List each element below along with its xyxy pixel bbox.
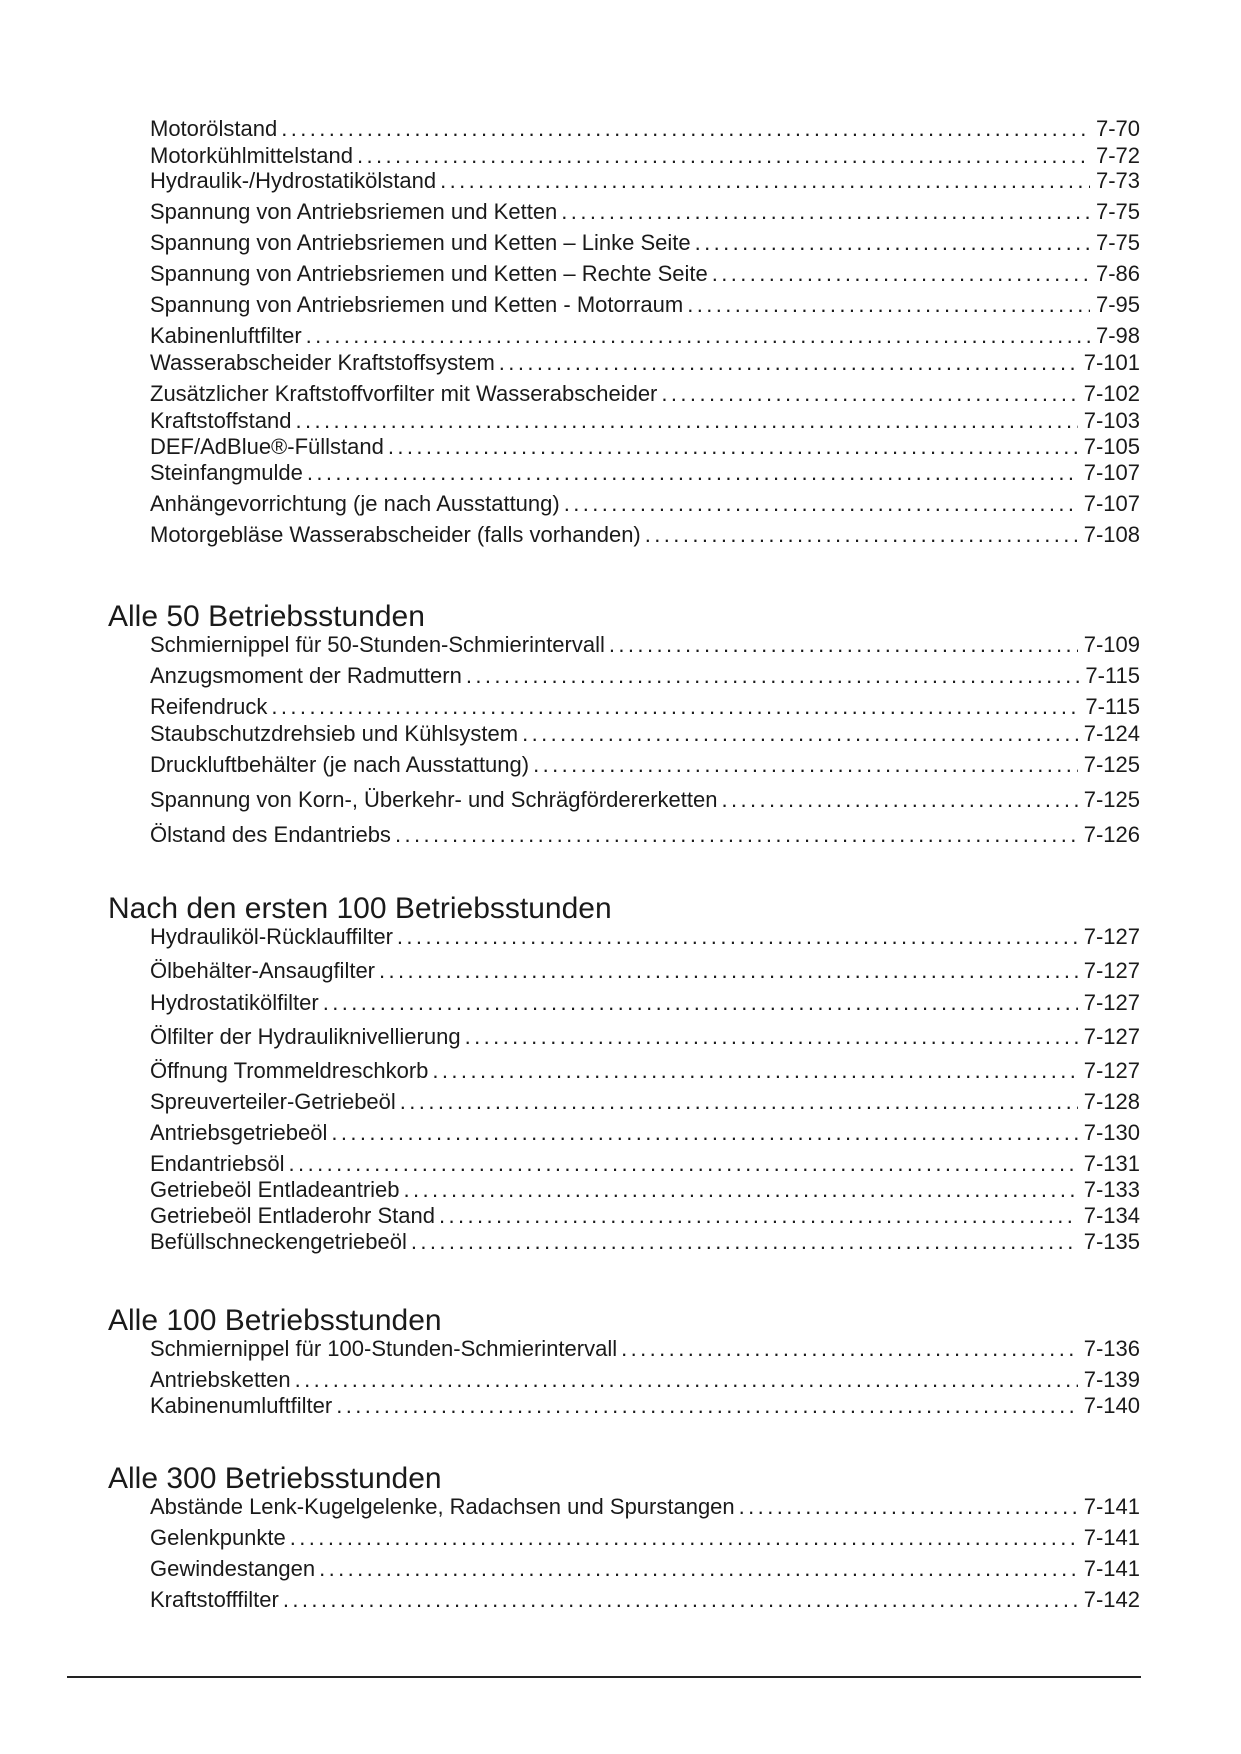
dot-leader: [695, 230, 1090, 256]
toc-entry[interactable]: [150, 1587, 1140, 1613]
toc-entry[interactable]: [150, 522, 1140, 548]
toc-entry-title: Antriebsgetriebeöl: [150, 1120, 328, 1145]
toc-entry-page: 7-131: [1083, 1151, 1140, 1176]
toc-entry-title: Anhängevorrichtung (je nach Ausstattung): [150, 491, 560, 516]
toc-entry-page: 7-126: [1083, 822, 1140, 847]
toc-entry-page: 7-115: [1085, 663, 1140, 688]
toc-entry-title: Kraftstofffilter: [150, 1587, 279, 1612]
dot-leader: [289, 1151, 1078, 1177]
dot-leader: [306, 323, 1090, 349]
toc-entry-page: 7-107: [1083, 460, 1140, 485]
toc-entry[interactable]: [150, 752, 1140, 778]
toc-entry-title: Reifendruck: [150, 694, 268, 719]
toc-entry[interactable]: [150, 990, 1140, 1016]
toc-entry-page: 7-86: [1095, 261, 1140, 286]
toc-entry[interactable]: [150, 323, 1140, 349]
toc-entry[interactable]: [150, 230, 1140, 256]
dot-leader: [522, 721, 1078, 747]
dot-leader: [499, 350, 1078, 376]
toc-entry-title: Spannung von Antriebsriemen und Ketten - Motorraum: [150, 292, 684, 317]
toc-entry[interactable]: [150, 1089, 1140, 1115]
toc-entry[interactable]: [150, 721, 1140, 747]
toc-entry-page: 7-75: [1095, 230, 1140, 255]
toc-entry-title: Befüllschneckengetriebeöl: [150, 1229, 407, 1254]
toc-entry-title: Öffnung Trommeldreschkorb: [150, 1058, 429, 1083]
dot-leader: [561, 199, 1090, 225]
toc-entry-page: 7-139: [1083, 1367, 1140, 1392]
toc-entry-title: Schmiernippel für 100-Stunden-Schmierintervall: [150, 1336, 618, 1361]
toc-entry-page: 7-75: [1095, 199, 1140, 224]
toc-entry[interactable]: [150, 168, 1140, 194]
dot-leader: [319, 1556, 1078, 1582]
toc-entry-title: Gewindestangen: [150, 1556, 316, 1581]
toc-entry[interactable]: [150, 1120, 1140, 1146]
toc-entry-title: Kabinenumluftfilter: [150, 1393, 333, 1418]
toc-entry[interactable]: [150, 924, 1140, 950]
toc-entry[interactable]: [150, 143, 1140, 169]
toc-entry-title: Druckluftbehälter (je nach Ausstattung): [150, 752, 530, 777]
dot-leader: [271, 694, 1079, 720]
dot-leader: [645, 522, 1078, 548]
section-heading: Alle 50 Betriebsstunden: [108, 600, 425, 633]
dot-leader: [307, 460, 1078, 486]
toc-entry-page: 7-140: [1083, 1393, 1140, 1418]
toc-entry-page: 7-115: [1085, 694, 1140, 719]
toc-entry-page: 7-95: [1095, 292, 1140, 317]
dot-leader: [564, 491, 1078, 517]
toc-entry-title: Hydrauliköl-Rücklauffilter: [150, 924, 393, 949]
toc-entry-title: Ölfilter der Hydrauliknivellierung: [150, 1024, 461, 1049]
dot-leader: [295, 408, 1077, 434]
toc-entry-page: 7-125: [1083, 752, 1140, 777]
footer-rule: [67, 1676, 1141, 1678]
toc-entry-title: Spannung von Antriebsriemen und Ketten: [150, 199, 558, 224]
toc-entry[interactable]: [150, 292, 1140, 318]
toc-entry-page: 7-98: [1095, 323, 1140, 348]
dot-leader: [283, 1587, 1078, 1613]
toc-entry[interactable]: [150, 261, 1140, 287]
dot-leader: [712, 261, 1090, 287]
toc-entry-page: 7-73: [1095, 168, 1140, 193]
toc-entry-page: 7-136: [1083, 1336, 1140, 1361]
toc-entry[interactable]: [150, 1058, 1140, 1084]
toc-entry-title: Getriebeöl Entladerohr Stand: [150, 1203, 435, 1228]
toc-entry[interactable]: [150, 199, 1140, 225]
toc-entry[interactable]: [150, 460, 1140, 486]
dot-leader: [739, 1494, 1078, 1520]
toc-entry-page: 7-108: [1083, 522, 1140, 547]
dot-leader: [388, 434, 1078, 460]
dot-leader: [357, 143, 1090, 169]
toc-entry-title: Spannung von Antriebsriemen und Ketten – Linke Seite: [150, 230, 691, 255]
toc-entry-page: 7-102: [1083, 381, 1140, 406]
toc-entry-title: Hydrostatikölfilter: [150, 990, 319, 1015]
toc-entry-title: Staubschutzdrehsieb und Kühlsystem: [150, 721, 519, 746]
dot-leader: [404, 1177, 1078, 1203]
toc-entry-page: 7-128: [1083, 1089, 1140, 1114]
toc-entry[interactable]: [150, 694, 1140, 720]
toc-entry-title: Spreuverteiler-Getriebeöl: [150, 1089, 396, 1114]
toc-entry[interactable]: [150, 1367, 1140, 1393]
dot-leader: [465, 1024, 1078, 1050]
dot-leader: [621, 1336, 1078, 1362]
toc-entry-title: Motorgebläse Wasserabscheider (falls vorhanden): [150, 522, 641, 547]
toc-entry-page: 7-127: [1083, 1058, 1140, 1083]
toc-entry[interactable]: [150, 491, 1140, 517]
dot-leader: [533, 752, 1078, 778]
toc-entry-page: 7-141: [1083, 1494, 1140, 1519]
toc-entry-title: Spannung von Korn-, Überkehr- und Schrägfördererketten: [150, 787, 718, 812]
toc-entry[interactable]: [150, 958, 1140, 984]
toc-entry[interactable]: [150, 1393, 1140, 1419]
toc-entry-title: Hydraulik-/Hydrostatikölstand: [150, 168, 437, 193]
toc-entry-page: 7-125: [1083, 787, 1140, 812]
toc-entry-title: Wasserabscheider Kraftstoffsystem: [150, 350, 495, 375]
toc-entry-title: Gelenkpunkte: [150, 1525, 286, 1550]
toc-entry[interactable]: [150, 1556, 1140, 1582]
dot-leader: [661, 381, 1077, 407]
toc-entry-title: DEF/AdBlue®-Füllstand: [150, 434, 384, 459]
toc-entry[interactable]: [150, 434, 1140, 460]
toc-entry-title: Endantriebsöl: [150, 1151, 285, 1176]
toc-entry[interactable]: [150, 116, 1140, 142]
dot-leader: [721, 787, 1077, 813]
toc-entry[interactable]: [150, 1151, 1140, 1177]
toc-entry-title: Anzugsmoment der Radmuttern: [150, 663, 462, 688]
toc-entry-page: 7-127: [1083, 924, 1140, 949]
dot-leader: [439, 1203, 1078, 1229]
dot-leader: [466, 663, 1080, 689]
toc-entry[interactable]: [150, 1229, 1140, 1255]
dot-leader: [609, 632, 1078, 658]
toc-entry-page: 7-72: [1095, 143, 1140, 168]
toc-entry-page: 7-134: [1083, 1203, 1140, 1228]
toc-entry[interactable]: [150, 1024, 1140, 1050]
toc-entry-title: Zusätzlicher Kraftstoffvorfilter mit Wasserabscheider: [150, 381, 658, 406]
toc-entry-page: 7-105: [1083, 434, 1140, 459]
toc-entry[interactable]: [150, 381, 1140, 407]
dot-leader: [323, 990, 1078, 1016]
toc-entry-title: Schmiernippel für 50-Stunden-Schmierintervall: [150, 632, 605, 657]
toc-entry-title: Spannung von Antriebsriemen und Ketten – Rechte Seite: [150, 261, 708, 286]
toc-entry-page: 7-127: [1083, 1024, 1140, 1049]
toc-entry-page: 7-107: [1083, 491, 1140, 516]
dot-leader: [397, 924, 1078, 950]
toc-entry-page: 7-124: [1083, 721, 1140, 746]
dot-leader: [295, 1367, 1078, 1393]
toc-entry-title: Steinfangmulde: [150, 460, 303, 485]
dot-leader: [440, 168, 1090, 194]
toc-entry-title: Motorölstand: [150, 116, 278, 141]
toc-entry-page: 7-103: [1083, 408, 1140, 433]
toc-entry-page: 7-127: [1083, 958, 1140, 983]
toc-entry-title: Getriebeöl Entladeantrieb: [150, 1177, 400, 1202]
dot-leader: [411, 1229, 1078, 1255]
toc-entry-page: 7-130: [1083, 1120, 1140, 1145]
dot-leader: [290, 1525, 1078, 1551]
toc-entry-title: Kraftstoffstand: [150, 408, 292, 433]
toc-entry-title: Abstände Lenk-Kugelgelenke, Radachsen und Spurstangen: [150, 1494, 735, 1519]
section-heading: Nach den ersten 100 Betriebsstunden: [108, 892, 612, 925]
toc-entry-page: 7-142: [1083, 1587, 1140, 1612]
toc-entry-page: 7-141: [1083, 1525, 1140, 1550]
dot-leader: [281, 116, 1090, 142]
toc-entry-page: 7-135: [1083, 1229, 1140, 1254]
toc-entry-title: Ölstand des Endantriebs: [150, 822, 391, 847]
toc-entry-page: 7-141: [1083, 1556, 1140, 1581]
toc-entry-page: 7-109: [1083, 632, 1140, 657]
dot-leader: [432, 1058, 1077, 1084]
dot-leader: [400, 1089, 1078, 1115]
dot-leader: [379, 958, 1078, 984]
toc-entry-title: Kabinenluftfilter: [150, 323, 302, 348]
toc-entry[interactable]: [150, 408, 1140, 434]
toc-entry-title: Antriebsketten: [150, 1367, 291, 1392]
section-heading: Alle 300 Betriebsstunden: [108, 1462, 442, 1495]
toc-entry[interactable]: [150, 1203, 1140, 1229]
dot-leader: [331, 1120, 1077, 1146]
toc-entry[interactable]: [150, 632, 1140, 658]
toc-entry[interactable]: [150, 1494, 1140, 1520]
toc-entry[interactable]: [150, 787, 1140, 813]
dot-leader: [336, 1393, 1078, 1419]
toc-entry-page: 7-70: [1095, 116, 1140, 141]
toc-entry[interactable]: [150, 350, 1140, 376]
toc-entry-page: 7-127: [1083, 990, 1140, 1015]
toc-entry-title: Ölbehälter-Ansaugfilter: [150, 958, 376, 983]
toc-entry[interactable]: [150, 663, 1140, 689]
toc-entry-page: 7-101: [1083, 350, 1140, 375]
dot-leader: [395, 822, 1078, 848]
section-heading: Alle 100 Betriebsstunden: [108, 1304, 442, 1337]
toc-entry[interactable]: [150, 1177, 1140, 1203]
dot-leader: [687, 292, 1090, 318]
toc-entry[interactable]: [150, 1525, 1140, 1551]
toc-entry-title: Motorkühlmittelstand: [150, 143, 353, 168]
toc-entry-page: 7-133: [1083, 1177, 1140, 1202]
toc-entry[interactable]: [150, 1336, 1140, 1362]
toc-entry[interactable]: [150, 822, 1140, 848]
